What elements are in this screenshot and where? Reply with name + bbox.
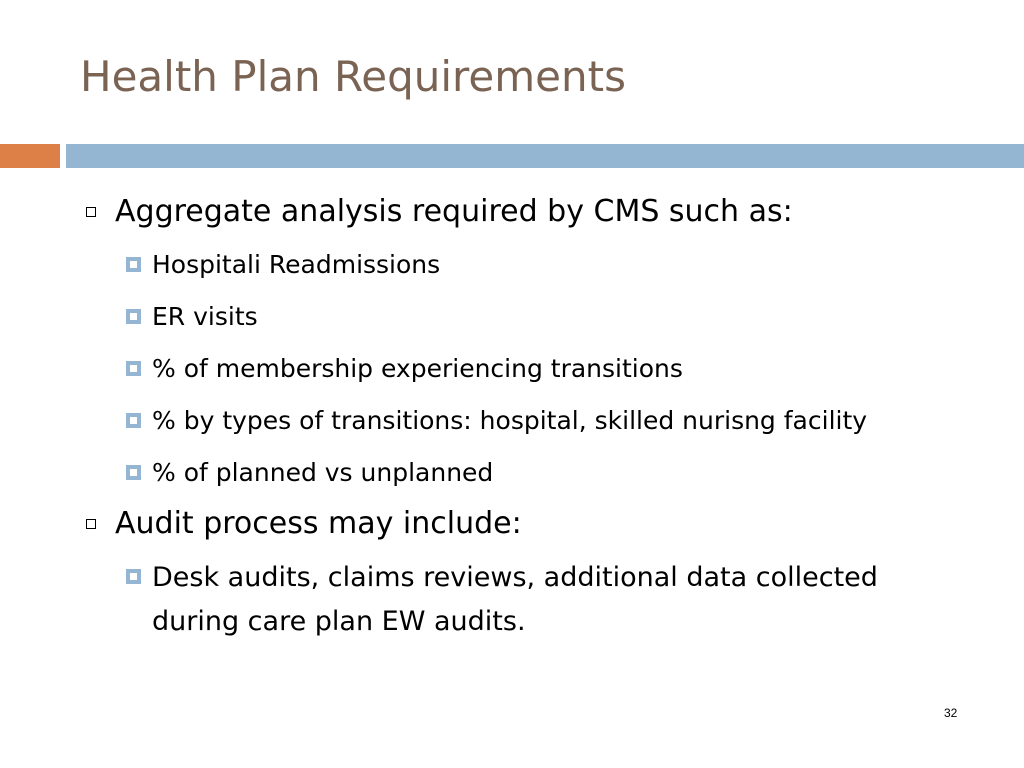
sub-bullet-text: % by types of transitions: hospital, skilled nurisng facility	[152, 406, 868, 435]
sub-bullet-item	[80, 452, 960, 493]
sub-bullet-item	[80, 400, 960, 441]
sub-bullet-text: Desk audits, claims reviews, additional data collected during care plan EW audits.	[152, 562, 878, 637]
square-bullet-icon	[126, 413, 141, 428]
accent-bar-orange	[0, 144, 60, 168]
slide-body	[80, 192, 960, 655]
bullet-item	[80, 192, 960, 232]
accent-bar-blue	[66, 144, 1024, 168]
square-bullet-icon	[126, 361, 141, 376]
sub-bullet-text: % of membership experiencing transitions	[152, 354, 683, 383]
square-bullet-icon	[126, 257, 141, 272]
square-bullet-icon	[126, 569, 141, 584]
sub-bullet-text: % of planned vs unplanned	[152, 458, 494, 487]
bullet-text: Aggregate analysis required by CMS such as:	[115, 194, 793, 229]
bullet-item	[80, 504, 960, 544]
hollow-square-bullet-icon	[86, 519, 96, 529]
square-bullet-icon	[126, 309, 141, 324]
sub-bullet-text: Hospitali Readmissions	[152, 250, 441, 279]
sub-bullet-text: ER visits	[152, 302, 258, 331]
sub-bullet-item	[80, 348, 960, 389]
page-number: 32	[944, 706, 958, 720]
sub-bullet-item	[80, 244, 960, 285]
square-bullet-icon	[126, 465, 141, 480]
sub-bullet-item	[80, 556, 960, 644]
slide-title: Health Plan Requirements	[80, 52, 626, 101]
bullet-text: Audit process may include:	[115, 506, 522, 541]
hollow-square-bullet-icon	[86, 207, 96, 217]
sub-bullet-item	[80, 296, 960, 337]
